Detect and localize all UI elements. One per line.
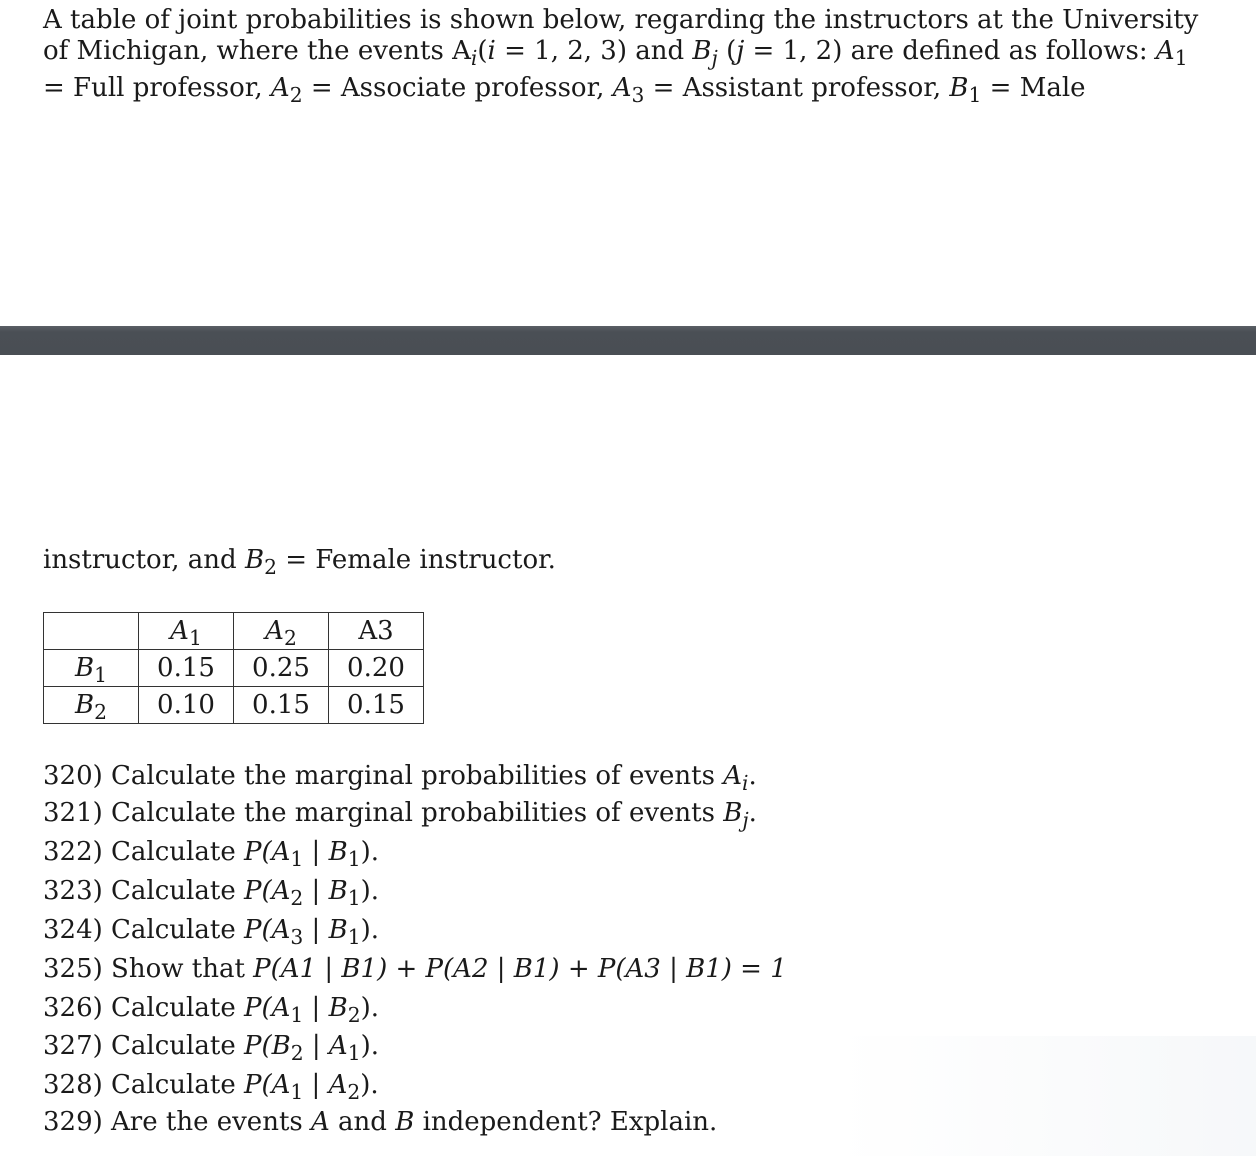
q-text: . <box>748 761 757 791</box>
table-cell: 0.10 <box>139 687 234 724</box>
row-var: B <box>74 653 95 683</box>
math-var: P(A <box>243 1070 291 1100</box>
subscript: i <box>741 770 749 795</box>
q-text: 321) Calculate the marginal probabilities of events <box>43 798 724 828</box>
subscript: 1 <box>290 1079 304 1104</box>
table-header-a3 <box>329 613 424 650</box>
subscript: 3 <box>290 924 304 949</box>
q-text: 320) Calculate the marginal probabilities of events <box>43 761 724 791</box>
math-var: P(A <box>243 837 291 867</box>
question-320 <box>43 760 757 793</box>
math-var: j <box>736 36 745 66</box>
q-text: ). <box>360 837 380 867</box>
question-322 <box>43 836 379 869</box>
math-var: i <box>487 36 496 66</box>
row-header-b1 <box>44 650 139 687</box>
row-sub: 1 <box>94 662 107 687</box>
question-326 <box>43 992 379 1025</box>
intro-text: = Full professor, <box>43 73 271 103</box>
math-var: P(A <box>243 915 291 945</box>
subscript: 1 <box>290 1002 304 1027</box>
question-324 <box>43 914 379 947</box>
header-var: A <box>170 616 189 646</box>
question-321 <box>43 797 757 830</box>
math-var: A <box>1155 36 1175 66</box>
question-323 <box>43 875 379 908</box>
intro-text: = Male <box>981 73 1086 103</box>
table-cell: 0.25 <box>234 650 329 687</box>
table-cell: 0.15 <box>139 650 234 687</box>
math-var: | A <box>303 1031 348 1061</box>
q-text: 329) Are the events <box>43 1107 311 1137</box>
intro-text: = Associate professor, <box>302 73 613 103</box>
intro-text: = 1, 2, 3) and <box>495 36 693 66</box>
table-row-b1 <box>44 650 424 687</box>
table-cell: 0.15 <box>234 687 329 724</box>
subscript: 2 <box>264 554 277 579</box>
math-var: B <box>244 545 265 575</box>
intro-text: = Assistant professor, <box>644 73 950 103</box>
subscript: 1 <box>968 82 982 107</box>
header-var: A <box>265 616 284 646</box>
subscript: 1 <box>347 924 361 949</box>
subscript: 2 <box>347 1002 361 1027</box>
table-header-row <box>44 613 424 650</box>
question-325 <box>43 953 787 985</box>
q-text: 327) Calculate <box>43 1031 244 1061</box>
math-var: P(B <box>243 1031 291 1061</box>
intro-line-1 <box>43 3 1198 37</box>
q-text: ). <box>360 915 380 945</box>
subscript: 1 <box>347 1040 361 1065</box>
subscript: j <box>742 807 749 832</box>
q-text: ). <box>360 876 380 906</box>
subscript: 1 <box>290 846 304 871</box>
math-var: B <box>395 1107 415 1137</box>
table-cell: 0.15 <box>329 687 424 724</box>
subscript: 1 <box>347 846 361 871</box>
subscript: 2 <box>290 885 304 910</box>
header-sub: 2 <box>283 625 297 650</box>
joint-probability-table <box>43 612 424 724</box>
row-sub: 2 <box>94 699 107 724</box>
subscript: j <box>711 45 718 70</box>
table-corner-cell <box>44 613 139 650</box>
subscript: 2 <box>290 1040 304 1065</box>
math-var: A <box>723 761 742 791</box>
question-329 <box>43 1106 717 1138</box>
math-var: A <box>270 73 290 103</box>
table-cell: 0.20 <box>329 650 424 687</box>
math-var: B <box>949 73 969 103</box>
q-text: ). <box>360 1070 379 1100</box>
q-text: independent? Explain. <box>414 1107 718 1137</box>
subscript: i <box>470 45 478 70</box>
subscript: 1 <box>1174 45 1188 70</box>
subscript: 1 <box>347 885 361 910</box>
header-var: A3 <box>358 616 394 646</box>
q-text: and <box>329 1107 396 1137</box>
math-var: P(A <box>243 993 291 1023</box>
row-header-b2 <box>44 687 139 724</box>
math-var: B <box>723 798 743 828</box>
math-var: | B <box>303 915 348 945</box>
intro-text: = 1, 2) are defined as follows: <box>744 36 1156 66</box>
q-text: 323) Calculate <box>43 876 244 906</box>
math-var: A <box>612 73 632 103</box>
math-expression: P(A1 | B1) + P(A2 | B1) + P(A3 | B1) = 1 <box>253 954 787 984</box>
intro-text: ( <box>717 36 737 66</box>
subscript: 3 <box>631 82 645 107</box>
intro-text: of Michigan, where the events A <box>43 36 471 66</box>
q-text: ). <box>360 993 380 1023</box>
table-header-a1 <box>139 613 234 650</box>
intro-line-2 <box>43 34 1188 69</box>
subscript: 2 <box>347 1079 361 1104</box>
q-text: 324) Calculate <box>43 915 244 945</box>
corner-shade <box>836 1036 1256 1156</box>
math-var: | B <box>303 837 348 867</box>
math-var: B <box>692 36 712 66</box>
math-var: | A <box>303 1070 348 1100</box>
intro-text: instructor, and <box>43 545 245 575</box>
q-text: 325) Show that <box>43 954 254 984</box>
question-328 <box>43 1069 379 1102</box>
question-327 <box>43 1030 379 1063</box>
math-var: P(A <box>243 876 291 906</box>
intro-text: = Female instructor. <box>276 545 556 575</box>
math-var: | B <box>303 993 348 1023</box>
q-text: ). <box>360 1031 380 1061</box>
math-var: | B <box>303 876 348 906</box>
intro-text: ( <box>477 36 488 66</box>
q-text: . <box>748 798 757 828</box>
table-header-a2 <box>234 613 329 650</box>
q-text: 322) Calculate <box>43 837 244 867</box>
header-sub: 1 <box>188 625 202 650</box>
intro-line-3 <box>43 71 1086 106</box>
math-var: A <box>311 1107 330 1137</box>
row-var: B <box>74 690 95 720</box>
q-text: 328) Calculate <box>43 1070 244 1100</box>
table-row-b2 <box>44 687 424 724</box>
subscript: 2 <box>289 82 303 107</box>
page-break-bar <box>0 326 1256 355</box>
q-text: 326) Calculate <box>43 993 244 1023</box>
intro-line-1-text: A table of joint probabilities is shown below, regarding the instructors at the University <box>43 5 1199 35</box>
intro-line-4 <box>43 543 556 578</box>
